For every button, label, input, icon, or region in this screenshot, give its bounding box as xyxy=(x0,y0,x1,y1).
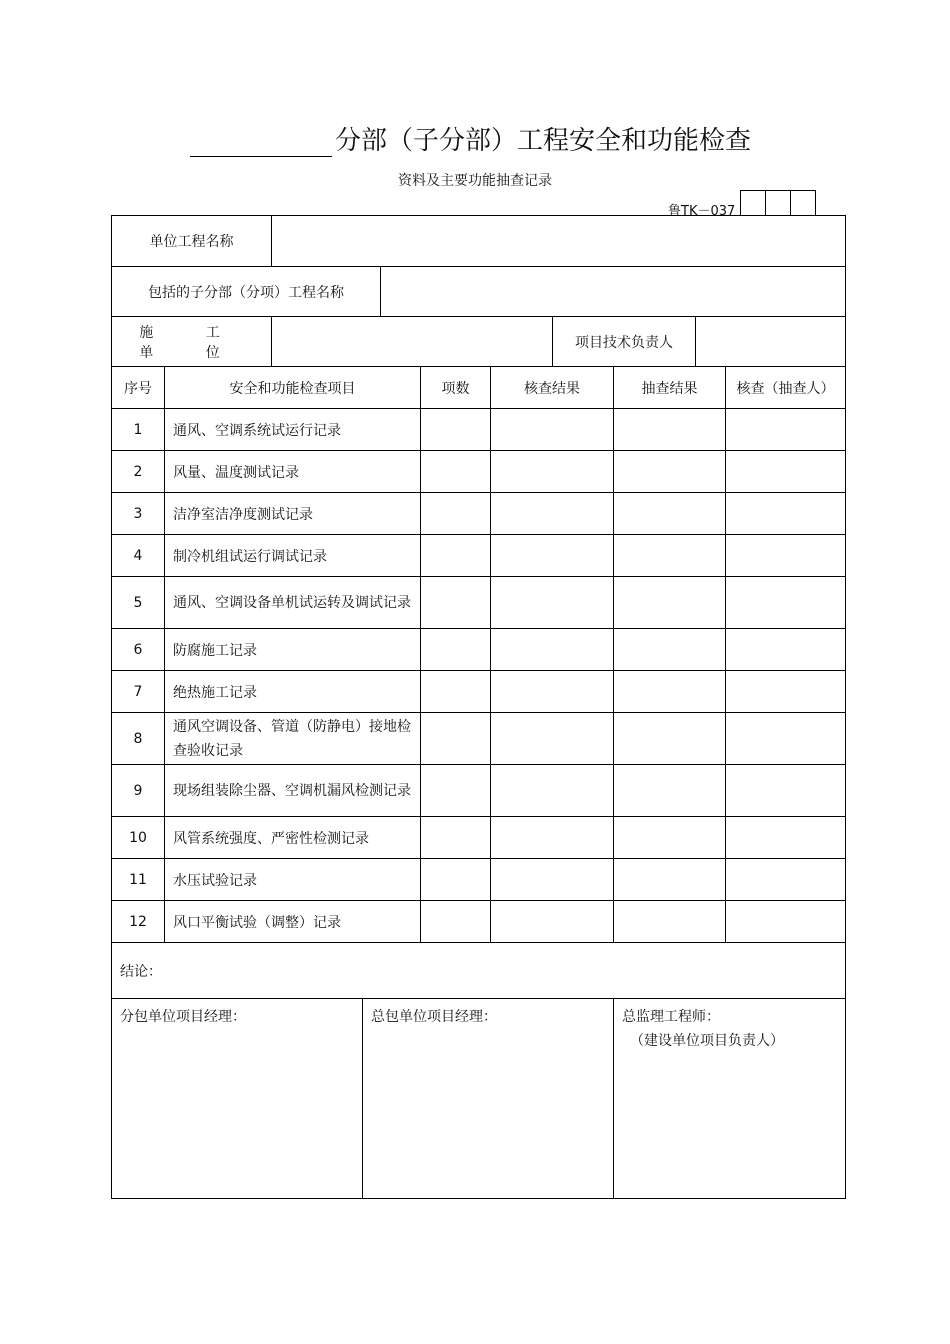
table-row xyxy=(112,451,845,493)
row-spot-check-field[interactable] xyxy=(614,901,726,942)
row-item: 通风、空调系统试运行记录 xyxy=(165,409,421,450)
row-count-field[interactable] xyxy=(421,713,491,764)
row-item: 通风、空调设备单机试运转及调试记录 xyxy=(165,577,421,628)
row-checker-field[interactable] xyxy=(726,671,845,712)
row-checker-field[interactable] xyxy=(726,901,845,942)
table-row xyxy=(112,577,845,629)
table-row xyxy=(112,409,845,451)
main-pm-signature[interactable] xyxy=(363,999,614,1198)
row-spot-check-field[interactable] xyxy=(614,629,726,670)
unit-project-name-label: 单位工程名称 xyxy=(112,216,272,266)
row-checker-field[interactable] xyxy=(726,817,845,858)
col-header-verify-result: 核查结果 xyxy=(491,367,614,408)
row-checker-field[interactable] xyxy=(726,535,845,576)
unit-project-name-field[interactable] xyxy=(272,216,845,266)
sub-project-row xyxy=(112,267,845,317)
signature-row xyxy=(112,999,845,1198)
row-item: 现场组装除尘器、空调机漏风检测记录 xyxy=(165,765,421,816)
chief-engineer-signature[interactable] xyxy=(614,999,845,1198)
row-spot-check-field[interactable] xyxy=(614,409,726,450)
chief-engineer-label: 总监理工程师： xyxy=(622,1009,720,1025)
row-count-field[interactable] xyxy=(421,671,491,712)
row-no: 1 xyxy=(112,409,165,450)
inspection-form xyxy=(111,215,846,1199)
row-verify-field[interactable] xyxy=(491,577,614,628)
row-no: 9 xyxy=(112,765,165,816)
col-header-item: 安全和功能检查项目 xyxy=(165,367,421,408)
row-verify-field[interactable] xyxy=(491,535,614,576)
row-spot-check-field[interactable] xyxy=(614,577,726,628)
row-item: 风管系统强度、严密性检测记录 xyxy=(165,817,421,858)
conclusion-field[interactable] xyxy=(112,943,845,998)
row-count-field[interactable] xyxy=(421,859,491,900)
sub-pm-signature[interactable] xyxy=(112,999,363,1198)
row-no: 5 xyxy=(112,577,165,628)
row-count-field[interactable] xyxy=(421,765,491,816)
table-row xyxy=(112,629,845,671)
table-row xyxy=(112,535,845,577)
row-verify-field[interactable] xyxy=(491,901,614,942)
construction-unit-label: 施 工 单 位 xyxy=(112,317,272,366)
row-count-field[interactable] xyxy=(421,409,491,450)
sub-pm-label: 分包单位项目经理： xyxy=(120,1009,246,1025)
row-count-field[interactable] xyxy=(421,493,491,534)
row-item: 防腐施工记录 xyxy=(165,629,421,670)
row-spot-check-field[interactable] xyxy=(614,671,726,712)
row-spot-check-field[interactable] xyxy=(614,451,726,492)
tech-lead-field[interactable] xyxy=(696,317,845,366)
row-item: 洁净室洁净度测试记录 xyxy=(165,493,421,534)
conclusion-label: 结论： xyxy=(120,963,162,980)
row-item: 风量、温度测试记录 xyxy=(165,451,421,492)
unit-project-row xyxy=(112,216,845,267)
row-no: 6 xyxy=(112,629,165,670)
row-spot-check-field[interactable] xyxy=(614,713,726,764)
row-spot-check-field[interactable] xyxy=(614,765,726,816)
row-verify-field[interactable] xyxy=(491,493,614,534)
table-row xyxy=(112,493,845,535)
col-header-no: 序号 xyxy=(112,367,165,408)
conclusion-row xyxy=(112,943,845,999)
table-header xyxy=(112,367,845,409)
row-count-field[interactable] xyxy=(421,629,491,670)
code-box[interactable] xyxy=(765,190,791,216)
row-item: 水压试验记录 xyxy=(165,859,421,900)
row-item: 制冷机组试运行调试记录 xyxy=(165,535,421,576)
table-row xyxy=(112,901,845,943)
col-header-count: 项数 xyxy=(421,367,491,408)
title-blank-line[interactable] xyxy=(190,130,332,157)
row-count-field[interactable] xyxy=(421,451,491,492)
sub-project-name-field[interactable] xyxy=(381,267,845,316)
row-verify-field[interactable] xyxy=(491,817,614,858)
table-row xyxy=(112,671,845,713)
row-count-field[interactable] xyxy=(421,535,491,576)
table-row xyxy=(112,765,845,817)
row-no: 7 xyxy=(112,671,165,712)
row-spot-check-field[interactable] xyxy=(614,535,726,576)
row-no: 4 xyxy=(112,535,165,576)
sub-project-name-label: 包括的子分部（分项）工程名称 xyxy=(112,267,381,316)
row-no: 12 xyxy=(112,901,165,942)
row-no: 8 xyxy=(112,713,165,764)
row-count-field[interactable] xyxy=(421,817,491,858)
row-verify-field[interactable] xyxy=(491,859,614,900)
row-verify-field[interactable] xyxy=(491,409,614,450)
chief-engineer-note: （建设单位项目负责人） xyxy=(630,1033,784,1049)
code-box[interactable] xyxy=(740,190,766,216)
construction-unit-field[interactable] xyxy=(272,317,553,366)
row-verify-field[interactable] xyxy=(491,765,614,816)
tech-lead-label: 项目技术负责人 xyxy=(553,317,696,366)
row-spot-check-field[interactable] xyxy=(614,493,726,534)
row-count-field[interactable] xyxy=(421,577,491,628)
row-item: 风口平衡试验（调整）记录 xyxy=(165,901,421,942)
row-spot-check-field[interactable] xyxy=(614,817,726,858)
form-code-boxes xyxy=(740,190,816,216)
row-count-field[interactable] xyxy=(421,901,491,942)
row-checker-field[interactable] xyxy=(726,451,845,492)
row-no: 11 xyxy=(112,859,165,900)
row-verify-field[interactable] xyxy=(491,713,614,764)
row-verify-field[interactable] xyxy=(491,629,614,670)
row-item: 绝热施工记录 xyxy=(165,671,421,712)
row-no: 2 xyxy=(112,451,165,492)
table-row xyxy=(112,817,845,859)
row-spot-check-field[interactable] xyxy=(614,859,726,900)
row-checker-field[interactable] xyxy=(726,859,845,900)
col-header-spot-check-result: 抽查结果 xyxy=(614,367,726,408)
row-verify-field[interactable] xyxy=(491,451,614,492)
table-row xyxy=(112,859,845,901)
row-no: 3 xyxy=(112,493,165,534)
row-checker-field[interactable] xyxy=(726,409,845,450)
row-checker-field[interactable] xyxy=(726,493,845,534)
row-checker-field[interactable] xyxy=(726,629,845,670)
row-item: 通风空调设备、管道（防静电）接地检查验收记录 xyxy=(165,713,421,764)
main-pm-label: 总包单位项目经理： xyxy=(371,1009,497,1025)
row-verify-field[interactable] xyxy=(491,671,614,712)
construction-unit-row xyxy=(112,317,845,367)
row-no: 10 xyxy=(112,817,165,858)
row-checker-field[interactable] xyxy=(726,765,845,816)
table-row xyxy=(112,713,845,765)
form-code: 鲁TK－037 xyxy=(668,204,736,219)
col-header-checker: 核查（抽查人） xyxy=(736,380,835,397)
row-checker-field[interactable] xyxy=(726,713,845,764)
page-subtitle: 资料及主要功能抽查记录 xyxy=(398,173,552,189)
title-text: 分部（子分部）工程安全和功能检查 xyxy=(335,126,752,156)
page-title xyxy=(190,120,751,157)
row-checker-field[interactable] xyxy=(726,577,845,628)
code-box[interactable] xyxy=(790,190,816,216)
